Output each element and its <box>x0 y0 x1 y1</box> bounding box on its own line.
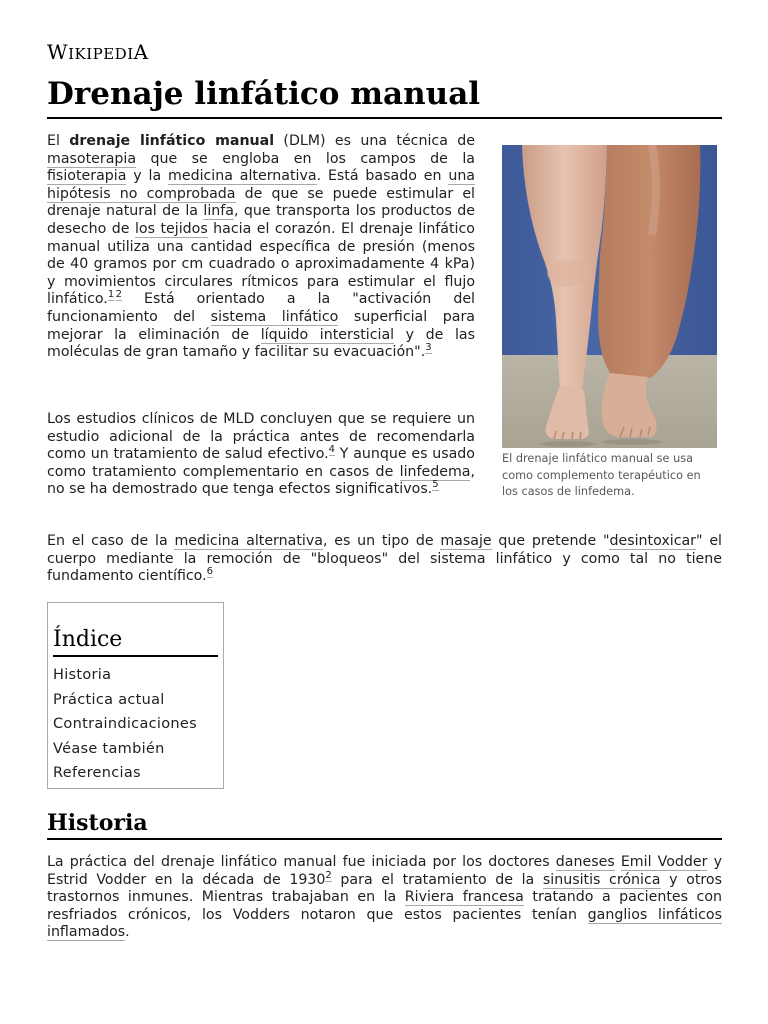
link-sistema-linfatico[interactable]: sistema linfático <box>210 308 339 325</box>
intro-paragraph: El drenaje linfático manual (DLM) es una técnica de masoterapia que se engloba en los campos de la fisioterapia y la medicina alternativa. Está basado en una hipótesis no comprobada de que se puede estimular el drenaje natural de la linfa, que transporta los productos de desecho de los tejidos hacia el corazón. El drenaje linfático manual utiliza una cantidad específica de presión (menos de 40 gramos por cm cuadrado o aproximadamente 4 kPa) y movimientos circulares rítmicos para estimular el flujo linfático.$^1$ $^2$ Está orientado a la "activación del funcionamiento del sistema linfático superficial para mejorar la eliminación de líquido intersticial y de las moléculas de gran tamaño y facilitar su evacuación".$^3$ <box>47 133 476 361</box>
ref-4[interactable]: 4 <box>328 444 336 456</box>
ref-5[interactable]: 5 <box>432 479 439 491</box>
ref-6[interactable]: 6 <box>206 566 213 578</box>
toc-item-vease-tambien[interactable]: Véase también <box>53 740 165 757</box>
ref-1[interactable]: 1 <box>107 289 115 301</box>
link-emil-vodder[interactable]: Emil Vodder <box>620 854 708 870</box>
ref-2[interactable]: 2 <box>115 289 122 301</box>
link-medicina-alternativa[interactable]: medicina alternativa <box>168 168 317 185</box>
link-desintoxicar[interactable]: desintoxicar <box>609 533 697 549</box>
toc-item-practica-actual[interactable]: Práctica actual <box>53 691 165 708</box>
lymphedema-figure <box>502 145 717 501</box>
ref-2b[interactable]: 2 <box>325 869 332 881</box>
link-sinusitis[interactable]: sinusitis crónica <box>542 871 661 888</box>
table-of-contents <box>47 602 224 789</box>
link-linfedema[interactable]: linfedema <box>399 463 471 480</box>
link-fisioterapia[interactable]: fisioterapia <box>47 168 127 185</box>
studies-paragraph: Los estudios clínicos de MLD concluyen que se requiere un estudio adicional de la práctica antes de recomendarla como un tratamiento de salud efectivo.$^4$ Y aunque es usado como tratamiento complementario en casos de linfedema, no se ha demostrado que tenga efectos significativos.$^5$ <box>47 411 475 498</box>
toc-heading: Índice <box>53 625 218 657</box>
toc-item-referencias[interactable]: Referencias <box>53 765 141 781</box>
toc-item-historia[interactable]: Historia <box>53 667 112 683</box>
link-liquido-intersticial[interactable]: líquido intersticial <box>260 326 395 343</box>
link-masaje[interactable]: masaje <box>440 533 492 549</box>
ref-3[interactable]: 3 <box>425 342 432 354</box>
figure-caption: El drenaje linfático manual se usa como complemento terapéutico en los casos de linfedema. <box>502 452 701 498</box>
historia-paragraph: La práctica del drenaje linfático manual fue iniciada por los doctores daneses Emil Vodder y Estrid Vodder en la década de 1930$^2$ para el tratamiento de la sinusitis crónica y otros trastornos inmunes. Mientras trabajaban en la Riviera francesa tratando a pacientes con resfriados crónicos, los Vodders notaron que estos pacientes tenían ganglios linfáticos inflamados. <box>47 854 723 941</box>
wikipedia-wordmark[interactable]: WIKIPEDIA <box>47 40 149 64</box>
section-heading-historia: Historia <box>47 808 722 840</box>
link-hipotesis[interactable]: una hipótesis no comprobada <box>47 168 476 202</box>
link-riviera-francesa[interactable]: Riviera francesa <box>404 889 524 906</box>
link-linfa[interactable]: linfa <box>203 203 234 220</box>
alt-medicine-paragraph: En el caso de la medicina alternativa, es un tipo de masaje que pretende "desintoxicar" el cuerpo mediante la remoción de "bloqueos" del sistema linfático y como tal no tiene fundamento científico.$^6$ <box>47 533 722 585</box>
link-medicina-alternativa-2[interactable]: medicina alternativa <box>174 533 323 549</box>
toc-item-contraindicaciones[interactable]: Contraindicaciones <box>53 716 197 732</box>
link-tejidos[interactable]: los tejidos <box>134 220 208 237</box>
link-daneses[interactable]: daneses <box>555 854 615 870</box>
link-ganglios[interactable]: ganglios linfáticos inflamados <box>47 906 722 941</box>
link-masoterapia[interactable]: masoterapia <box>47 150 137 167</box>
page-title: Drenaje linfático manual <box>47 74 722 119</box>
lymphedema-photo[interactable] <box>502 145 717 448</box>
